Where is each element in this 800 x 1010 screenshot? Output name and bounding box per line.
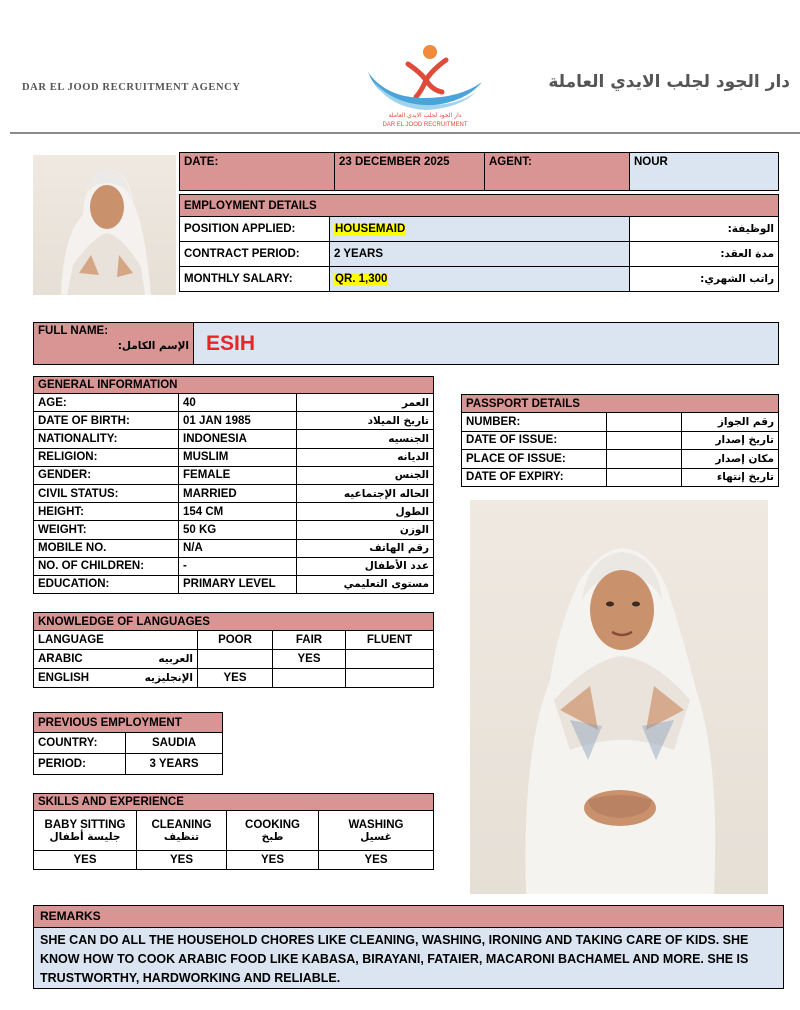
weight-label-ar: الوزن [297, 521, 434, 539]
full-name-label-cell [34, 323, 194, 365]
fair-header: FAIR [273, 631, 346, 650]
agent-label: AGENT: [485, 153, 630, 191]
nationality-label: NATIONALITY: [34, 430, 179, 448]
remarks-title: REMARKS [34, 906, 783, 928]
previous-employment-table [33, 712, 223, 775]
nationality-label-ar: الجنسيه [297, 430, 434, 448]
agency-name-ar: دار الجود لجلب الايدي العاملة [548, 72, 790, 92]
previous-employment-title: PREVIOUS EMPLOYMENT [34, 713, 223, 733]
mobile-value: N/A [179, 539, 297, 557]
skill-cleaning-label-ar: تنظيف [163, 830, 200, 843]
civil-status-value: MARRIED [179, 484, 297, 502]
height-value: 154 CM [179, 503, 297, 521]
religion-value: MUSLIM [179, 448, 297, 466]
arabic-fair: YES [273, 650, 346, 669]
logo-figure-icon [360, 42, 490, 112]
height-label-ar: الطول [297, 503, 434, 521]
country-label: COUNTRY: [34, 733, 126, 754]
skill-cleaning-label: CLEANING [151, 818, 212, 831]
arabic-label-ar: العربيه [112, 650, 198, 669]
english-fluent [346, 669, 434, 688]
issue-date-label-ar: تاريخ إصدار [682, 431, 779, 450]
position-label-ar: الوظيفة: [630, 217, 779, 242]
skill-babysitting-value: YES [34, 851, 137, 870]
gender-label: GENDER: [34, 466, 179, 484]
arabic-fluent [346, 650, 434, 669]
applicant-photo-small [33, 155, 176, 295]
date-label: DATE: [180, 153, 335, 191]
expiry-date-label: DATE OF EXPIRY: [462, 468, 607, 487]
general-info-title: GENERAL INFORMATION [34, 377, 434, 394]
skills-table [33, 793, 434, 870]
issue-place-label-ar: مكان إصدار [682, 450, 779, 469]
education-value: PRIMARY LEVEL [179, 575, 297, 593]
education-label-ar: مستوى التعليمي [297, 575, 434, 593]
dob-label: DATE OF BIRTH: [34, 412, 179, 430]
agent-value: NOUR [630, 153, 779, 191]
passport-number-label-ar: رقم الجواز [682, 413, 779, 432]
arabic-poor [198, 650, 273, 669]
mobile-label: MOBILE NO. [34, 539, 179, 557]
gender-label-ar: الجنس [297, 466, 434, 484]
expiry-date-value [607, 468, 682, 487]
period-label: PERIOD: [34, 754, 126, 775]
religion-label: RELIGION: [34, 448, 179, 466]
remarks-text: SHE CAN DO ALL THE HOUSEHOLD CHORES LIKE CLEANING, WASHING, IRONING AND TAKING CARE OF KIDS. SHE KNOW HOW TO COOK ARABIC FOOD LIKE KABASA, BIRAYANI, FATAIER, MACARONI BACHAMEL AND MORE. SHE IS TRUSTWORTHY, HARDWORKING AND RELIABLE. [34, 928, 783, 988]
skill-cooking-header [227, 811, 319, 851]
skill-babysitting-label: BABY SITTING [44, 818, 126, 831]
remarks-box [33, 905, 784, 989]
weight-value: 50 KG [179, 521, 297, 539]
language-header: LANGUAGE [34, 631, 198, 650]
full-name-label: FULL NAME: [38, 325, 109, 337]
skill-cooking-value: YES [227, 851, 319, 870]
skill-cooking-label-ar: طبخ [261, 830, 284, 843]
period-value: 3 YEARS [126, 754, 223, 775]
employment-details-table [179, 194, 779, 292]
height-label: HEIGHT: [34, 503, 179, 521]
position-value: HOUSEMAID [335, 223, 406, 235]
skill-cleaning-value: YES [137, 851, 227, 870]
salary-value-cell [330, 267, 630, 292]
civil-status-label: CIVIL STATUS: [34, 484, 179, 502]
salary-label: MONTHLY SALARY: [180, 267, 330, 292]
skill-washing-label: WASHING [348, 818, 404, 831]
country-value: SAUDIA [126, 733, 223, 754]
arabic-label: ARABIC [34, 650, 112, 669]
salary-value: QR. 1,300 [335, 273, 388, 285]
skills-title: SKILLS AND EXPERIENCE [34, 794, 434, 811]
children-label: NO. OF CHILDREN: [34, 557, 179, 575]
logo-text-ar: دار الجود لجلب الايدي العاملة [388, 112, 462, 119]
full-name-label-ar: الإسم الكامل: [117, 340, 189, 352]
passport-number-label: NUMBER: [462, 413, 607, 432]
age-label: AGE: [34, 394, 179, 412]
civil-status-label-ar: الحاله الإجتماعيه [297, 484, 434, 502]
header-divider [10, 132, 800, 134]
english-label: ENGLISH [34, 669, 112, 688]
date-value: 23 DECEMBER 2025 [335, 153, 485, 191]
age-label-ar: العمر [297, 394, 434, 412]
general-info-table [33, 376, 434, 594]
issue-place-label: PLACE OF ISSUE: [462, 450, 607, 469]
skill-washing-value: YES [319, 851, 434, 870]
dob-value: 01 JAN 1985 [179, 412, 297, 430]
skill-washing-header [319, 811, 434, 851]
full-name-value: ESIH [194, 323, 779, 365]
employment-title: EMPLOYMENT DETAILS [180, 195, 779, 217]
age-value: 40 [179, 394, 297, 412]
skill-babysitting-label-ar: جليسة أطفال [49, 830, 121, 843]
languages-title: KNOWLEDGE OF LANGUAGES [34, 613, 434, 631]
poor-header: POOR [198, 631, 273, 650]
weight-label: WEIGHT: [34, 521, 179, 539]
contract-value: 2 YEARS [330, 242, 630, 267]
logo-text-en: DAR EL JOOD RECRUITMENT [382, 122, 468, 128]
salary-label-ar: راتب الشهري: [630, 267, 779, 292]
passport-number-value [607, 413, 682, 432]
issue-place-value [607, 450, 682, 469]
children-label-ar: عدد الأطفال [297, 557, 434, 575]
religion-label-ar: الديانه [297, 448, 434, 466]
english-label-ar: الإنجليزيه [112, 669, 198, 688]
contract-label: CONTRACT PERIOD: [180, 242, 330, 267]
agency-logo [360, 42, 490, 132]
issue-date-value [607, 431, 682, 450]
passport-details-table [461, 394, 779, 487]
english-fair [273, 669, 346, 688]
full-name-table [33, 322, 779, 365]
skill-cooking-label: COOKING [245, 818, 300, 831]
mobile-label-ar: رقم الهاتف [297, 539, 434, 557]
position-label: POSITION APPLIED: [180, 217, 330, 242]
skill-washing-label-ar: غسيل [360, 830, 392, 843]
nationality-value: INDONESIA [179, 430, 297, 448]
skill-cleaning-header [137, 811, 227, 851]
date-agent-table [179, 152, 779, 191]
agency-name-en: DAR EL JOOD RECRUITMENT AGENCY [22, 82, 241, 93]
english-poor: YES [198, 669, 273, 688]
children-value: - [179, 557, 297, 575]
skill-babysitting-header [34, 811, 137, 851]
passport-title: PASSPORT DETAILS [462, 395, 779, 413]
dob-label-ar: تاريخ الميلاد [297, 412, 434, 430]
issue-date-label: DATE OF ISSUE: [462, 431, 607, 450]
expiry-date-label-ar: تاريخ إنتهاء [682, 468, 779, 487]
languages-table [33, 612, 434, 688]
education-label: EDUCATION: [34, 575, 179, 593]
gender-value: FEMALE [179, 466, 297, 484]
fluent-header: FLUENT [346, 631, 434, 650]
contract-label-ar: مدة العقد: [630, 242, 779, 267]
applicant-photo-full [470, 500, 768, 894]
position-value-cell [330, 217, 630, 242]
